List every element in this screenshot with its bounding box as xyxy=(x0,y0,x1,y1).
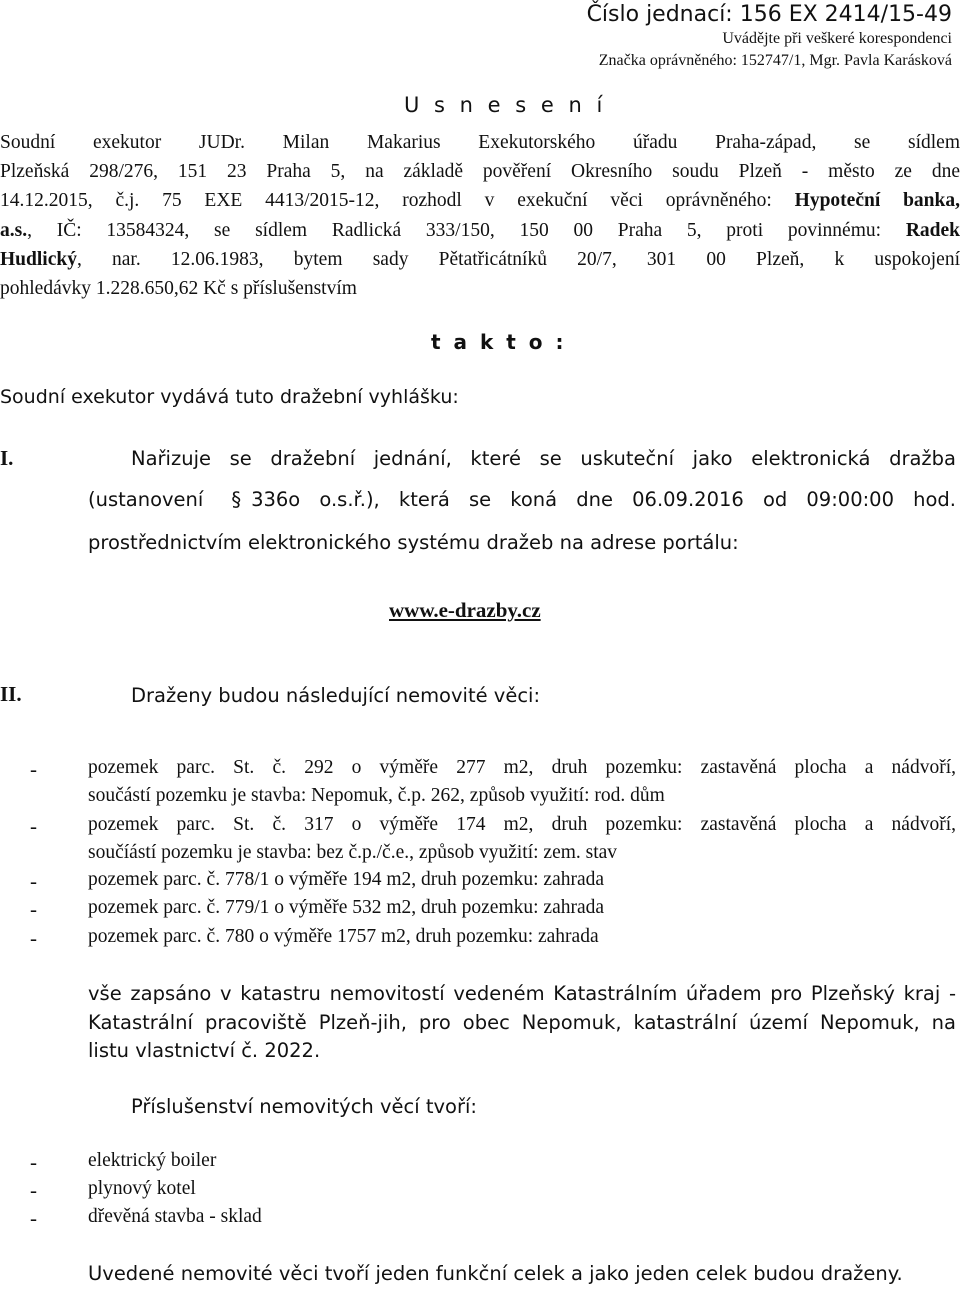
creditor-mark: Značka oprávněného: 152747/1, Mgr. Pavla Karásková xyxy=(598,52,952,69)
item-dash: - xyxy=(30,1150,37,1174)
list-item: pozemek parc. St. č. 292 o výměře 277 m2, druh pozemku: zastavěná plocha a nádvoří, xyxy=(88,757,956,778)
section-1-line1: Nařizuje se dražební jednání, které se uskuteční jako elektronická dražba xyxy=(131,447,956,470)
debtor-first-name: Radek xyxy=(905,219,960,241)
item-dash: - xyxy=(30,757,37,781)
intro-line: a.s., IČ: 13584324, se sídlem Radlická 333/150, 150 00 Praha 5, proti povinnému: Radek xyxy=(0,219,960,241)
accessories-heading: Příslušenství nemovitých věcí tvoří: xyxy=(131,1095,477,1118)
debtor-surname: Hudlický xyxy=(0,248,77,270)
item-dash: - xyxy=(30,1206,37,1230)
section-1-numeral: I. xyxy=(0,446,14,470)
accessory-item: plynový kotel xyxy=(88,1178,196,1199)
section-2-heading: Draženy budou následující nemovité věci: xyxy=(131,684,541,707)
item-dash: - xyxy=(30,814,37,838)
section-2-numeral: II. xyxy=(0,682,22,706)
list-item: pozemek parc. č. 778/1 o výměře 194 m2, druh pozemku: zahrada xyxy=(88,869,605,890)
item-dash: - xyxy=(30,1178,37,1202)
registry-line: vše zapsáno v katastru nemovitostí vedeném Katastrálním úřadem pro Plzeňský kraj - xyxy=(88,982,956,1005)
intro-paragraph xyxy=(0,128,960,303)
intro-line: 14.12.2015, č.j. 75 EXE 4413/2015-12, rozhodl v exekuční věci oprávněného: Hypoteční banka, xyxy=(0,190,960,212)
intro-line: Hudlický, nar. 12.06.1983, bytem sady Pětatřicátníků 20/7, 301 00 Plzeň, k uspokojení xyxy=(0,248,960,270)
item-dash: - xyxy=(30,869,37,893)
list-item: pozemek parc. č. 779/1 o výměře 532 m2, druh pozemku: zahrada xyxy=(88,897,605,918)
closing-statement: Uvedené nemovité věci tvoří jeden funkční celek a jako jeden celek budou draženy. xyxy=(88,1262,903,1285)
document-title: U s n e s e n í xyxy=(404,93,607,117)
list-item: pozemek parc. St. č. 317 o výměře 174 m2, druh pozemku: zastavěná plocha a nádvoří, xyxy=(88,814,956,835)
list-item: pozemek parc. č. 780 o výměře 1757 m2, druh pozemku: zahrada xyxy=(88,926,599,947)
issues-statement: Soudní exekutor vydává tuto dražební vyhlášku: xyxy=(0,386,459,408)
intro-line: pohledávky 1.228.650,62 Kč s příslušenstvím xyxy=(0,278,357,300)
section-symbol: § xyxy=(231,488,242,511)
takto-heading: t a k t o : xyxy=(431,330,567,354)
item-dash: - xyxy=(30,926,37,950)
list-item-continued: součástí pozemku je stavba: Nepomuk, č.p. 262, způsob využití: rod. dům xyxy=(88,785,665,806)
creditor-suffix: a.s. xyxy=(0,219,28,241)
item-dash: - xyxy=(30,897,37,921)
accessory-item: dřevěná stavba - sklad xyxy=(88,1206,262,1227)
registry-line: Katastrální pracoviště Plzeň-jih, pro obec Nepomuk, katastrální území Nepomuk, na xyxy=(88,1011,956,1034)
creditor-name: Hypoteční banka, xyxy=(794,190,960,212)
list-item-continued: součíástí pozemku je stavba: bez č.p./č.e., způsob využití: zem. stav xyxy=(88,842,618,863)
correspondence-note: Uvádějte při veškeré korespondenci xyxy=(722,30,952,47)
section-1-line2: (ustanovení § 336o o.s.ř.), která se koná dne 06.09.2016 od 09:00:00 hod. xyxy=(88,488,956,511)
registry-line: listu vlastnictví č. 2022. xyxy=(88,1039,321,1062)
portal-link[interactable]: www.e-drazby.cz xyxy=(389,598,541,622)
accessory-item: elektrický boiler xyxy=(88,1150,217,1171)
intro-line: Plzeňská 298/276, 151 23 Praha 5, na základě pověření Okresního soudu Plzeň - město ze dne xyxy=(0,161,960,183)
reference-number: Číslo jednací: 156 EX 2414/15-49 xyxy=(586,2,952,27)
section-1-line3: prostřednictvím elektronického systému dražeb na adrese portálu: xyxy=(88,531,739,554)
intro-line: Soudní exekutor JUDr. Milan Makarius Exekutorského úřadu Praha-západ, se sídlem xyxy=(0,132,960,153)
